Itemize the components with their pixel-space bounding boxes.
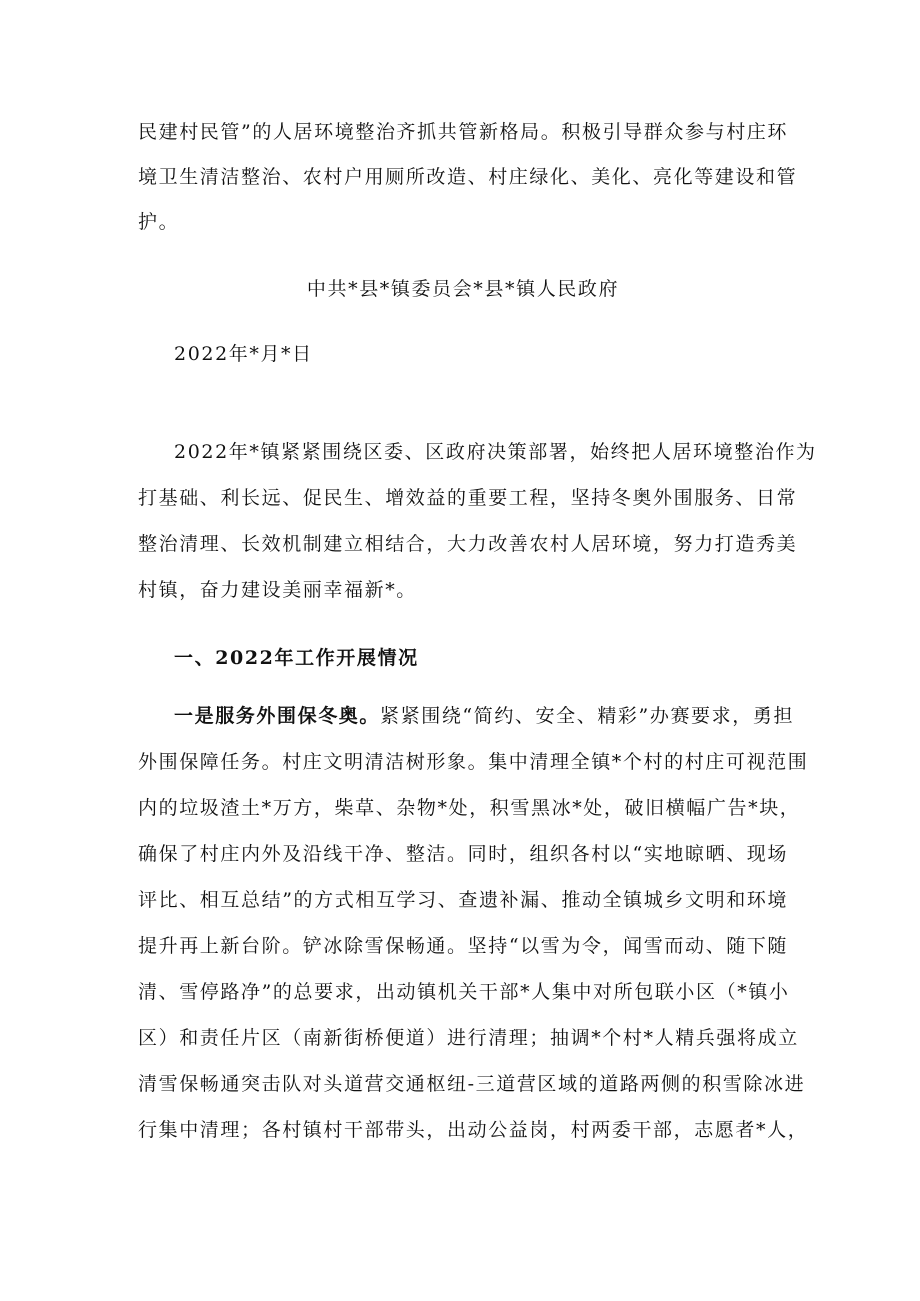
- paragraph-line: 内的垃圾渣土*万方，柴草、杂物*处，积雪黑冰*处，破旧横幅广告*块，: [138, 797, 801, 819]
- paragraph-line: 2022年*镇紧紧围绕区委、区政府决策部署，始终把人居环境整治作为: [174, 441, 817, 463]
- paragraph-line: 紧紧围绕“简约、安全、精彩”办赛要求，勇担: [380, 705, 795, 727]
- paragraph-line: 打基础、利长远、促民生、增效益的重要工程，坚持冬奥外围服务、日常: [138, 487, 798, 509]
- paragraph-line: 民建村民管”的人居环境整治齐抓共管新格局。积极引导群众参与村庄环: [138, 121, 788, 143]
- paragraph-line: 确保了村庄内外及沿线干净、整洁。同时，组织各村以“实地晾晒、现场: [138, 843, 788, 865]
- paragraph-line: 清、雪停路净”的总要求，出动镇机关干部*人集中对所包联小区（*镇小: [138, 981, 790, 1003]
- paragraph-first-line: [174, 704, 795, 728]
- paragraph-line: 外围保障任务。村庄文明清洁树形象。集中清理全镇*个村的村庄可视范围: [138, 751, 809, 773]
- paragraph-line: 村镇，奋力建设美丽幸福新*。: [138, 579, 417, 601]
- lead-phrase: 一是服务外围保冬奥。: [174, 705, 381, 727]
- paragraph-line: 提升再上新台阶。铲冰除雪保畅通。坚持“以雪为令，闻雪而动、随下随: [138, 935, 788, 957]
- paragraph-line: 区）和责任片区（南新街桥便道）进行清理；抽调*个村*人精兵强将成立: [138, 1027, 799, 1049]
- paragraph-line: 行集中清理；各村镇村干部带头，出动公益岗，村两委干部，志愿者*人，: [138, 1119, 809, 1141]
- date-line: 2022年*月*日: [174, 343, 313, 365]
- paragraph-line: 评比、相互总结”的方式相互学习、查遗补漏、推动全镇城乡文明和环境: [138, 889, 788, 911]
- paragraph-line: 整治清理、长效机制建立相结合，大力改善农村人居环境，努力打造秀美: [138, 533, 798, 555]
- paragraph-line: 护。: [138, 211, 180, 233]
- section-heading: 一、2022年工作开展情况: [174, 647, 419, 669]
- paragraph-line: 清雪保畅通突击队对头道营交通枢纽-三道营区域的道路两侧的积雪除冰进: [138, 1073, 806, 1095]
- signature-line: 中共*县*镇委员会*县*镇人民政府: [306, 278, 620, 300]
- paragraph-line: 境卫生清洁整治、农村户用厕所改造、村庄绿化、美化、亮化等建设和管: [138, 166, 798, 188]
